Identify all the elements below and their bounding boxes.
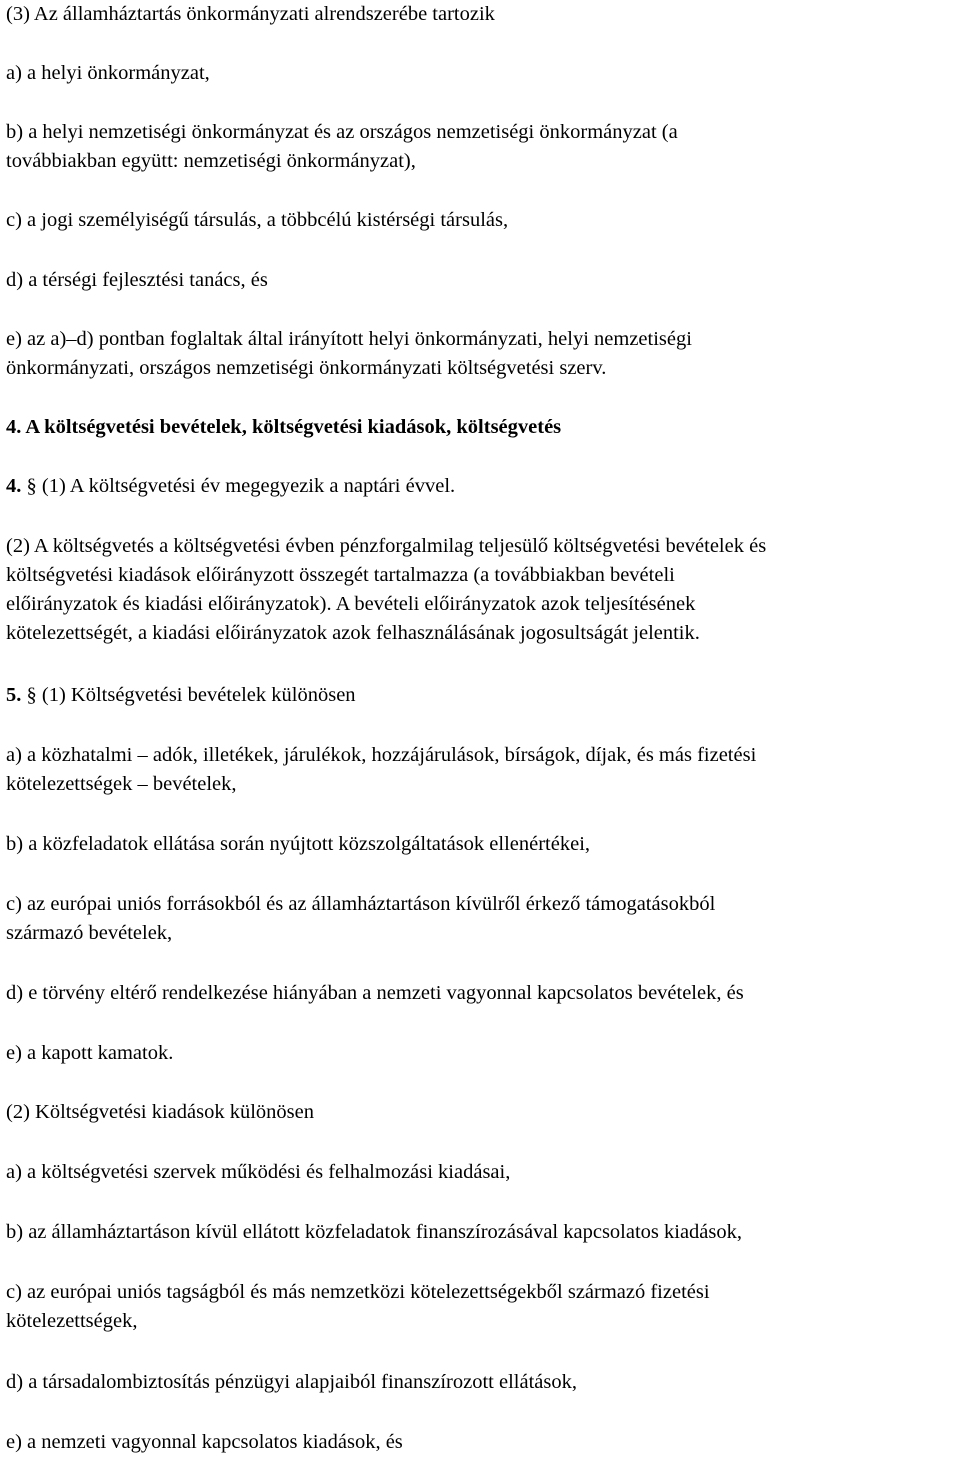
section-5-paragraph-2 <box>6 1098 956 1127</box>
text-line: (3) Az államháztartás önkormányzati alrendszerébe tartozik <box>6 3 495 25</box>
text-line: továbbiakban együtt: nemzetiségi önkormányzat), <box>6 150 416 172</box>
section-4-paragraph-1 <box>6 472 956 501</box>
text-line: e) a nemzeti vagyonnal kapcsolatos kiadások, és <box>6 1431 403 1453</box>
text-line: b) a helyi nemzetiségi önkormányzat és az országos nemzetiségi önkormányzat (a <box>6 121 678 143</box>
list-item-c <box>6 206 956 235</box>
text-line: kötelezettségek – bevételek, <box>6 773 237 795</box>
text-line: d) a térségi fejlesztési tanács, és <box>6 269 268 291</box>
revenue-item-d <box>6 979 956 1008</box>
expenditure-item-a <box>6 1158 956 1187</box>
text-line: d) a társadalombiztosítás pénzügyi alapjaiból finanszírozott ellátások, <box>6 1371 577 1393</box>
section-number: 4. <box>6 475 22 497</box>
text-line: c) az európai uniós forrásokból és az államháztartáson kívülről érkező támogatásokból <box>6 893 716 915</box>
list-item-d <box>6 266 956 295</box>
text-line: (2) Költségvetési kiadások különösen <box>6 1101 315 1123</box>
text-line: (2) A költségvetés a költségvetési évben pénzforgalmilag teljesülő költségvetési bevételek és <box>6 535 767 557</box>
section-4-paragraph-2 <box>6 532 956 648</box>
text-line: e) a kapott kamatok. <box>6 1042 174 1064</box>
paragraph-section-3-intro <box>6 0 956 29</box>
text-line: a) a helyi önkormányzat, <box>6 62 210 84</box>
heading-text: 4. A költségvetési bevételek, költségvetési kiadások, költségvetés <box>6 416 562 438</box>
expenditure-item-b <box>6 1218 956 1247</box>
text-line: kötelezettségét, a kiadási előirányzatok azok felhasználásának jogosultságát jelentik. <box>6 622 700 644</box>
text-line: önkormányzati, országos nemzetiségi önkormányzati költségvetési szerv. <box>6 357 607 379</box>
revenue-item-e <box>6 1039 956 1068</box>
text-line: származó bevételek, <box>6 922 173 944</box>
revenue-item-b <box>6 830 956 859</box>
section-heading-4 <box>6 413 956 442</box>
text-line: § (1) A költségvetési év megegyezik a naptári évvel. <box>26 475 456 497</box>
expenditure-item-c <box>6 1278 956 1336</box>
text-line: c) a jogi személyiségű társulás, a többcélú kistérségi társulás, <box>6 209 509 231</box>
expenditure-item-d <box>6 1368 956 1397</box>
text-line: a) a költségvetési szervek működési és felhalmozási kiadásai, <box>6 1161 511 1183</box>
section-5-paragraph-1 <box>6 681 956 710</box>
text-line: b) a közfeladatok ellátása során nyújtott közszolgáltatások ellenértékei, <box>6 833 591 855</box>
expenditure-item-e <box>6 1428 956 1457</box>
list-item-b <box>6 118 956 176</box>
text-line: kötelezettségek, <box>6 1310 138 1332</box>
text-line: c) az európai uniós tagságból és más nemzetközi kötelezettségekből származó fizetési <box>6 1281 710 1303</box>
section-number: 5. <box>6 684 22 706</box>
text-line: e) az a)–d) pontban foglaltak által irányított helyi önkormányzati, helyi nemzetiségi <box>6 328 692 350</box>
text-line: § (1) Költségvetési bevételek különösen <box>26 684 356 706</box>
text-line: b) az államháztartáson kívül ellátott közfeladatok finanszírozásával kapcsolatos kiadások, <box>6 1221 743 1243</box>
list-item-e <box>6 325 956 383</box>
list-item-a <box>6 59 956 88</box>
text-line: a) a közhatalmi – adók, illetékek, járulékok, hozzájárulások, bírságok, díjak, és más fizetési <box>6 744 757 766</box>
text-line: előirányzatok és kiadási előirányzatok). A bevételi előirányzatok azok teljesítésének <box>6 593 696 615</box>
text-line: d) e törvény eltérő rendelkezése hiányában a nemzeti vagyonnal kapcsolatos bevételek, és <box>6 982 744 1004</box>
revenue-item-a <box>6 741 956 799</box>
revenue-item-c <box>6 890 956 948</box>
text-line: költségvetési kiadások előirányzott összegét tartalmazza (a továbbiakban bevételi <box>6 564 675 586</box>
